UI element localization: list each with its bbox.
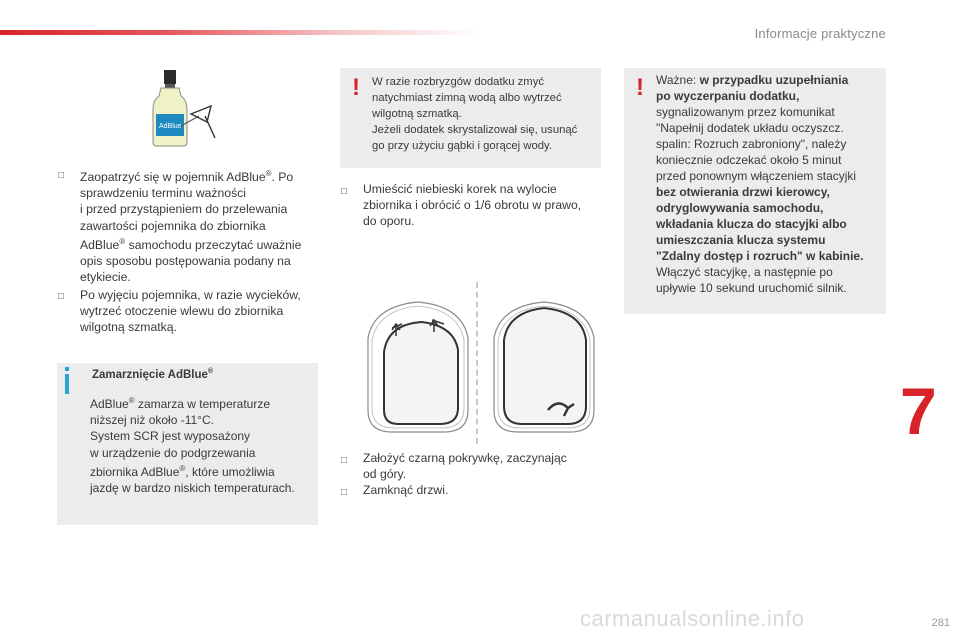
warning-box-splash [340,68,601,168]
warning-box-refill [624,68,886,314]
filler-cap-illustration-right [488,298,600,436]
page-number: 281 [931,617,950,629]
bullet-marker: □ [58,291,65,302]
warning-icon: ! [636,74,644,101]
bullet-marker: □ [58,170,65,181]
header-accent-bar [0,30,480,35]
bullet-marker: □ [341,487,348,498]
info-icon-dot [65,367,69,371]
warning-text: Ważne: w przypadku uzupełniania po wyczerpaniu dodatku, sygnalizowanym przez komunikat "Napełnij dodatek układu oczyszcz. spalin: Rozruch zabroniony", należy koniecznie odczekać około 5 minut przed ponownym włączeniem stacyjki bez otwierania drzwi kierowcy, odryglowywania samochodu, wkładania klucza do stacyjki albo umieszczania klucza systemu "Zdalny dostęp i rozruch" w kabinie. Włączyć stacyjkę, a następnie po upływie 10 sekund uruchomić silnik. [656,73,864,295]
bottle-label: AdBlue [159,123,182,130]
adblue-bottle-illustration [145,66,225,148]
info-title: Zamarznięcie AdBlue® [92,368,214,381]
chapter-number: 7 [900,374,937,448]
col2-paragraph-3: Zamknąć drzwi. [363,483,449,497]
bullet-marker: □ [341,186,348,197]
section-title: Informacje praktyczne [754,26,886,41]
col1-paragraph-2: Po wyjęciu pojemnika, w razie wycieków, wytrzeć otoczenie wlewu do zbiornika wilgotną szmatką. [80,288,301,335]
info-box-freezing [57,363,318,525]
info-text: AdBlue® zamarza w temperaturze niższej niż około -11°C. System SCR jest wyposażony w urządzenie do podgrzewania zbiornika AdBlue®, które umożliwia jazdę w bardzo niskich temperaturach. [90,396,295,496]
watermark: carmanualsonline.info [580,606,805,631]
col1-paragraph-1: Zaopatrzyć się w pojemnik AdBlue®. Po sprawdzeniu terminu ważności i przed przystąpieniem do przelewania zawartości pojemnika do zbiornika AdBlue® samochodu przeczytać uważnie opis sposobu postępowania podany na etykiecie. [80,169,302,285]
info-icon [65,374,69,394]
illustration-divider [476,282,478,444]
col2-paragraph-2: Założyć czarną pokrywkę, zaczynając od góry. [363,451,567,482]
warning-text: W razie rozbryzgów dodatku zmyć natychmiast zimną wodą albo wytrzeć wilgotną szmatką. Jeżeli dodatek skrystalizował się, usunąć go przy użyciu gąbki i gorącej wody. [372,76,578,152]
col2-paragraph-1: Umieścić niebieski korek na wylocie zbiornika i obrócić o 1/6 obrotu w prawo, do oporu. [363,182,582,229]
bullet-marker: □ [341,455,348,466]
warning-icon: ! [352,74,360,101]
filler-cap-illustration-left [362,298,474,436]
